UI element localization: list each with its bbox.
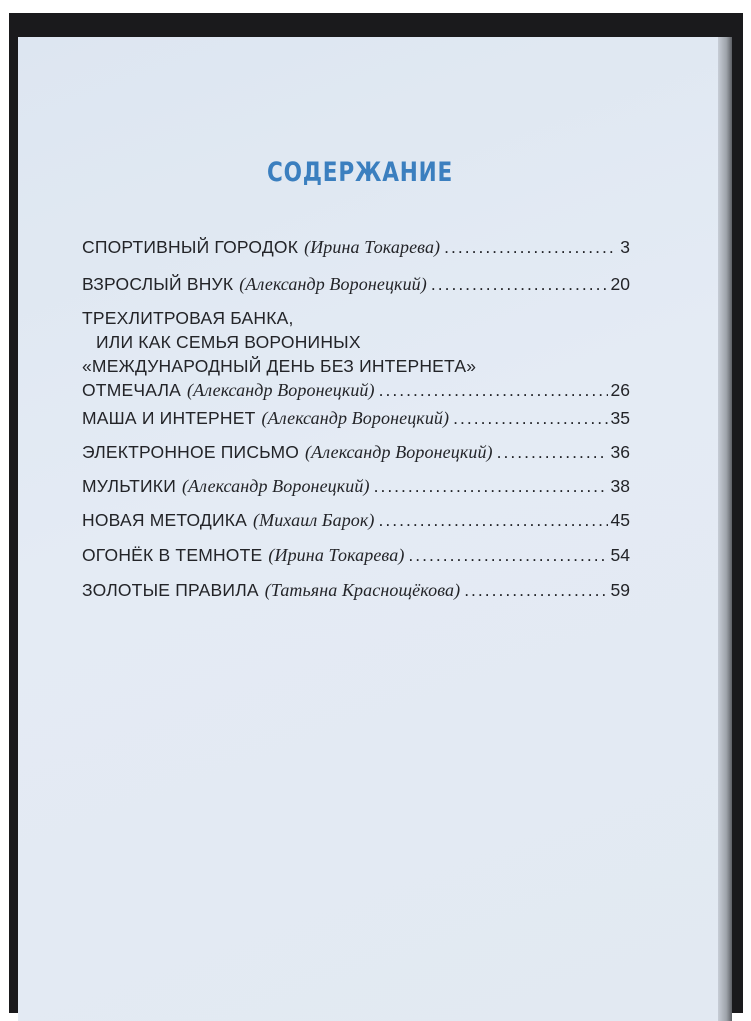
scan-frame xyxy=(9,13,743,1013)
entry-title: МАША И ИНТЕРНЕТ xyxy=(82,408,256,428)
book-page xyxy=(18,37,718,1021)
dot-leader xyxy=(497,440,608,464)
dot-leader xyxy=(379,508,608,532)
page-edge-shadow xyxy=(718,37,732,1021)
dot-leader xyxy=(374,474,608,498)
entry-author: (Ирина Токарева) xyxy=(304,237,441,257)
entry-author: (Александр Воронецкий) xyxy=(187,380,375,400)
toc-entry xyxy=(82,440,630,464)
entry-title: ВЗРОСЛЫЙ ВНУК xyxy=(82,274,234,294)
entry-page: 54 xyxy=(610,545,630,565)
toc-entry xyxy=(82,306,630,402)
entry-page: 45 xyxy=(610,510,630,530)
entry-title-continued: ИЛИ КАК СЕМЬЯ ВОРОНИНЫХ xyxy=(96,332,361,352)
toc-entry xyxy=(82,235,630,259)
entry-title: ЭЛЕКТРОННОЕ ПИСЬМО xyxy=(82,442,300,462)
entry-title: ТРЕХЛИТРОВАЯ БАНКА, xyxy=(82,308,294,328)
entry-author: (Александр Воронецкий) xyxy=(181,476,370,496)
entry-title-continued: ОТМЕЧАЛА xyxy=(82,380,182,400)
entry-page: 38 xyxy=(610,476,630,496)
toc-entry xyxy=(82,508,630,532)
toc-entry xyxy=(82,406,630,430)
entry-author: (Татьяна Краснощёкова) xyxy=(264,580,461,600)
entry-title: ЗОЛОТЫЕ ПРАВИЛА xyxy=(82,580,259,600)
entry-page: 59 xyxy=(610,580,630,600)
toc-entry xyxy=(82,272,630,296)
entry-page: 35 xyxy=(610,408,630,428)
toc-entry xyxy=(82,543,630,567)
entry-author: (Александр Воронецкий) xyxy=(239,274,427,294)
entry-page: 20 xyxy=(610,274,630,294)
entry-author: (Михаил Барок) xyxy=(253,510,375,530)
contents-heading: СОДЕРЖАНИЕ xyxy=(266,157,454,188)
entry-title: СПОРТИВНЫЙ ГОРОДОК xyxy=(82,237,299,257)
entry-title: НОВАЯ МЕТОДИКА xyxy=(82,510,247,530)
entry-author: (Ирина Токарева) xyxy=(268,545,405,565)
dot-leader xyxy=(453,406,607,430)
entry-page: 26 xyxy=(610,380,630,400)
dot-leader xyxy=(444,235,617,259)
dot-leader xyxy=(431,272,608,296)
entry-author: (Александр Воронецкий) xyxy=(305,442,493,462)
entry-author: (Александр Воронецкий) xyxy=(261,408,450,428)
entry-title: ОГОНЁК В ТЕМНОТЕ xyxy=(82,545,263,565)
entry-title: МУЛЬТИКИ xyxy=(82,476,176,496)
toc-entry xyxy=(82,474,630,498)
dot-leader xyxy=(408,543,607,567)
entry-title-continued: «МЕЖДУНАРОДНЫЙ ДЕНЬ БЕЗ ИНТЕРНЕТА» xyxy=(82,356,477,376)
dot-leader xyxy=(379,378,608,402)
dot-leader xyxy=(464,578,607,602)
entry-page: 3 xyxy=(620,237,630,257)
entry-page: 36 xyxy=(610,442,630,462)
toc-entry xyxy=(82,578,630,602)
